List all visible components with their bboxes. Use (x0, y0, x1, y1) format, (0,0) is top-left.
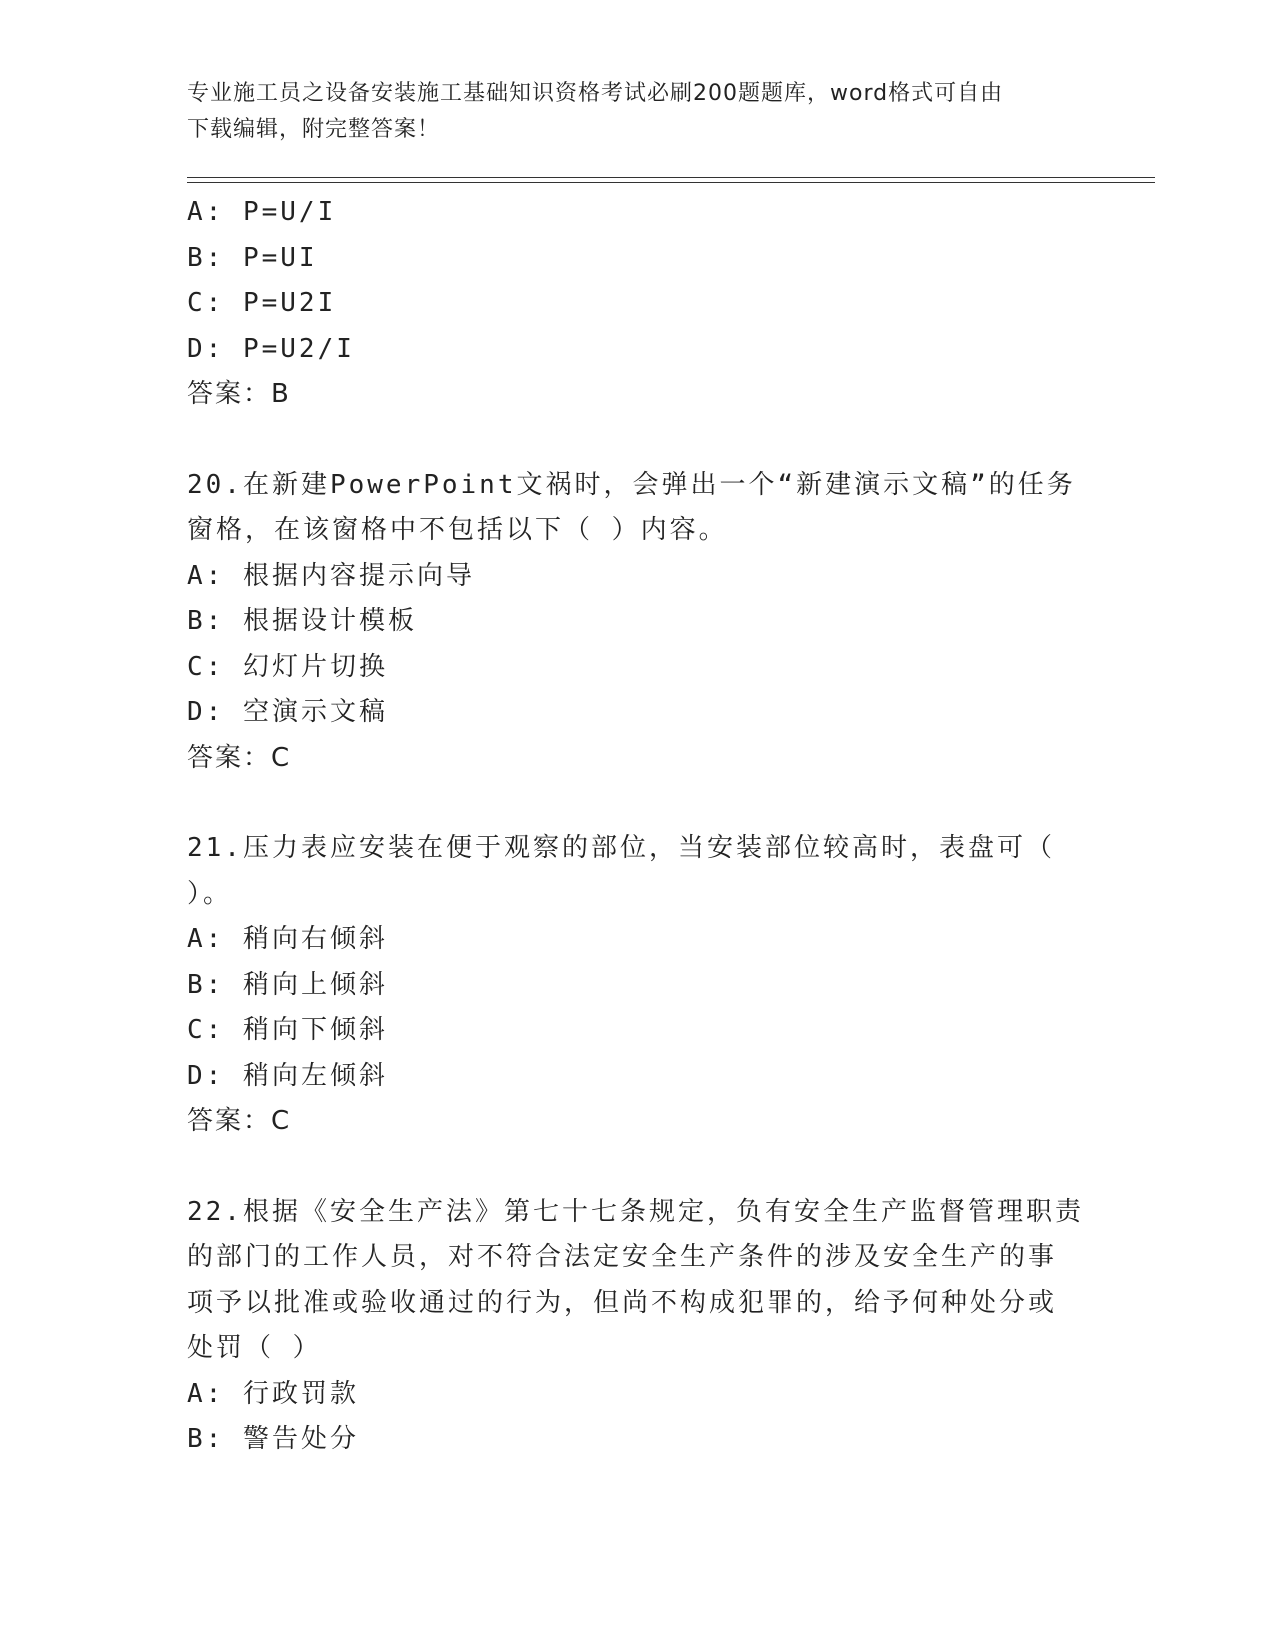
option-b: B: P=UI (187, 242, 318, 273)
option-c: C: P=U2I (187, 288, 337, 318)
answer-label: 答案：B (187, 379, 291, 409)
option-d: D: 稍向左倾斜 (187, 1060, 388, 1091)
header-title-line-1: 专业施工员之设备安装施工基础知识资格考试必刷200题题库，word格式可自由 (187, 81, 1004, 106)
option-c: C: 幻灯片切换 (187, 651, 388, 682)
document-header (187, 76, 1067, 148)
header-divider-top (187, 177, 1155, 178)
question-stem-line: 21.压力表应安装在便于观察的部位，当安装部位较高时，表盘可（ (187, 833, 1055, 863)
answer-label: 答案：C (187, 1106, 292, 1136)
question-list (187, 190, 1087, 1463)
question-stem-line: 处罚（ ） (187, 1333, 322, 1363)
spacer (187, 1145, 1087, 1190)
spacer (187, 781, 1087, 826)
question-22 (187, 1190, 1087, 1463)
question-20 (187, 463, 1087, 782)
option-b: B: 稍向上倾斜 (187, 969, 388, 1000)
option-c: C: 稍向下倾斜 (187, 1015, 388, 1045)
question-stem-line: 20.在新建PowerPoint文祸时，会弹出一个“新建演示文稿”的任务 (187, 469, 1076, 500)
option-a: A: 根据内容提示向导 (187, 560, 475, 591)
question-stem-line: 窗格，在该窗格中不包括以下（ ）内容。 (187, 515, 728, 545)
option-b: B: 根据设计模板 (187, 606, 417, 636)
option-a: A: 稍向右倾斜 (187, 924, 388, 954)
spacer (187, 418, 1087, 463)
header-divider-bottom (187, 182, 1155, 183)
option-a: A: 行政罚款 (187, 1378, 359, 1409)
question-stem-line: 的部门的工作人员，对不符合法定安全生产条件的涉及安全生产的事 (187, 1242, 1058, 1272)
question-stem-line: 项予以批准或验收通过的行为，但尚不构成犯罪的，给予何种处分或 (187, 1287, 1058, 1318)
question-19 (187, 190, 1087, 418)
answer-label: 答案：C (187, 742, 292, 773)
option-d: D: P=U2/I (187, 333, 355, 364)
option-b: B: 警告处分 (187, 1424, 359, 1454)
option-a: A: P=U/I (187, 197, 337, 227)
question-21 (187, 826, 1087, 1145)
option-d: D: 空演示文稿 (187, 697, 388, 727)
header-title-line-2: 下载编辑，附完整答案！ (187, 117, 441, 142)
question-stem-line: ）。 (187, 878, 233, 909)
question-stem-line: 22.根据《安全生产法》第七十七条规定，负有安全生产监督管理职责 (187, 1196, 1084, 1227)
